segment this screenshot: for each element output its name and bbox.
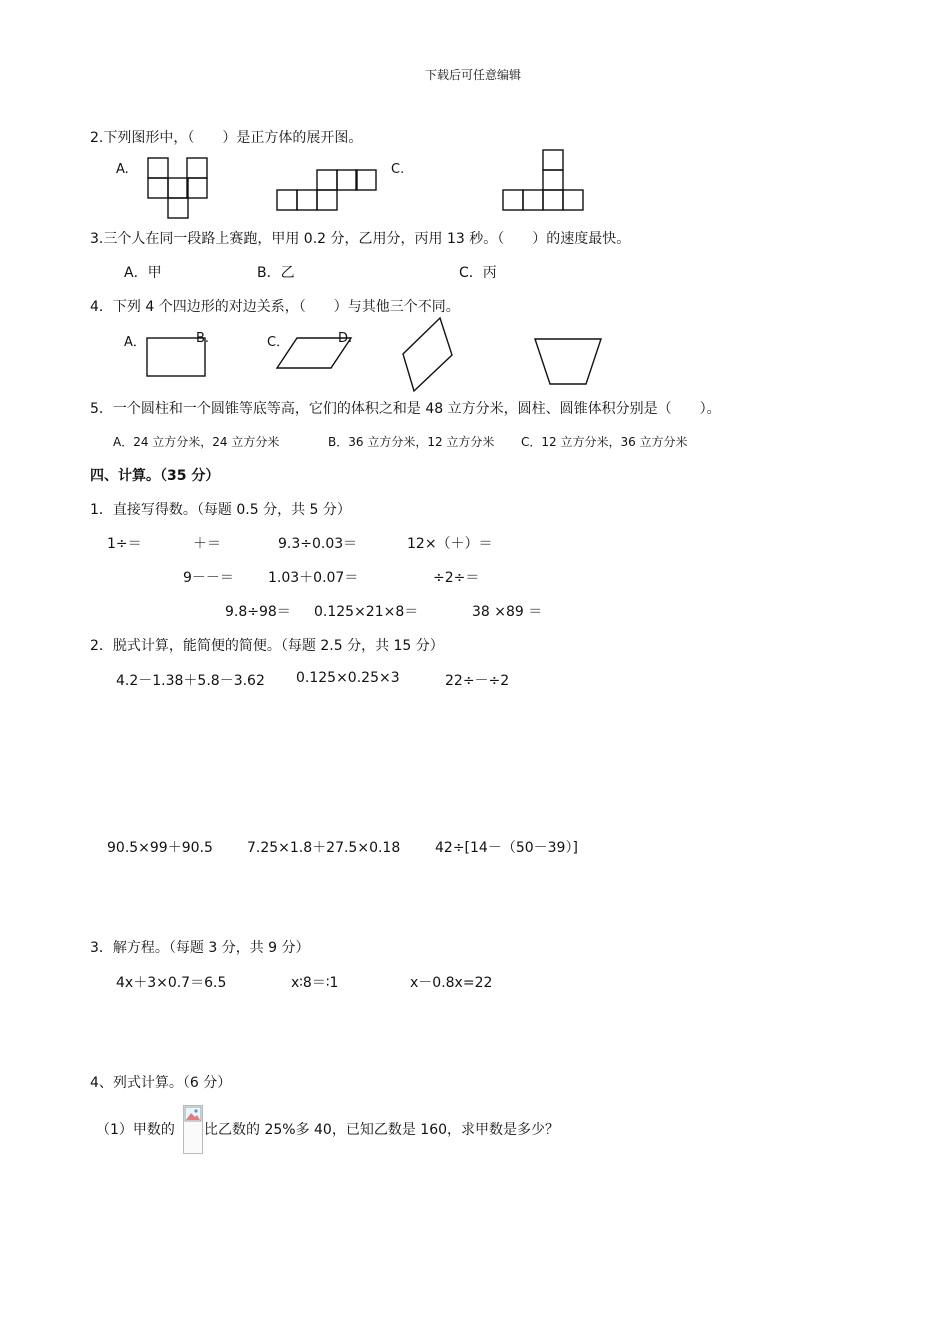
- mental-math-item: 12×（＋）＝: [407, 536, 493, 552]
- q5-option-b: B．36 立方分米，12 立方分米: [328, 435, 495, 449]
- q4-trapezoid-shape: [534, 338, 604, 386]
- q3-option-a: A．甲: [124, 265, 162, 281]
- q4-parallelogram-shape: [275, 337, 353, 371]
- question-3-text: 3.三个人在同一段路上赛跑，甲用 0.2 分，乙用分，丙用 13 秒。（ ）的速度最快。: [90, 231, 631, 247]
- q2-option-a-label: A.: [116, 162, 129, 177]
- step-calc-item: 7.25×1.8＋27.5×0.18: [247, 840, 401, 856]
- q4-rectangle-shape: [146, 337, 208, 379]
- q5-option-a: A．24 立方分米，24 立方分米: [113, 435, 280, 449]
- equation-item: x－0.8x=22: [410, 975, 493, 991]
- q4-option-b-label: B.: [196, 331, 210, 346]
- q5-option-c: C．12 立方分米，36 立方分米: [521, 435, 688, 449]
- equation-item: 4x＋3×0.7＝6.5: [116, 975, 227, 991]
- mental-math-item: ÷2÷＝: [433, 570, 480, 586]
- step-calc-item: 4.2－1.38＋5.8－3.62: [116, 673, 265, 689]
- image-placeholder-icon: [184, 1106, 202, 1124]
- part-4-title: 4、列式计算。（6 分）: [90, 1075, 232, 1091]
- question-4-text: 4．下列 4 个四边形的对边关系，（ ）与其他三个不同。: [90, 299, 460, 315]
- q3-option-b: B．乙: [257, 265, 295, 281]
- mental-math-item: 9－－＝: [183, 570, 234, 586]
- word-problem-prefix: （1）甲数的: [96, 1122, 175, 1138]
- q4-option-d-label: D.: [338, 331, 353, 346]
- step-calc-item: 0.125×0.25×3: [296, 670, 400, 686]
- step-calc-item: 90.5×99＋90.5: [107, 840, 213, 856]
- broken-image-icon: [183, 1105, 203, 1154]
- q4-option-a-label: A．: [124, 335, 146, 350]
- mental-math-item: 0.125×21×8＝: [314, 604, 419, 620]
- q3-option-c: C．丙: [459, 265, 497, 281]
- mental-math-item: ＋＝: [193, 536, 221, 552]
- mental-math-item: 38 ×89 ＝: [472, 604, 543, 620]
- q2-net-a: [147, 157, 209, 219]
- q2-net-c: [502, 149, 584, 213]
- part-1-title: 1．直接写得数。（每题 0.5 分，共 5 分）: [90, 502, 351, 518]
- q4-rhombus-shape: [402, 317, 454, 393]
- question-5-text: 5．一个圆柱和一个圆锥等底等高，它们的体积之和是 48 立方分米，圆柱、圆锥体积分别是（ ）。: [90, 401, 721, 417]
- step-calc-item: 22÷－÷2: [445, 673, 510, 689]
- mental-math-item: 9.3÷0.03＝: [278, 536, 358, 552]
- q2-net-b: [276, 169, 378, 213]
- q4-option-c-label: C．: [267, 335, 290, 350]
- section-4-title: 四、计算。（35 分）: [90, 468, 220, 484]
- equation-item: x∶8＝∶1: [291, 975, 339, 991]
- part-3-title: 3．解方程。（每题 3 分，共 9 分）: [90, 940, 310, 956]
- q2-option-c-label: C.: [391, 162, 405, 177]
- mental-math-item: 1÷＝: [107, 536, 142, 552]
- word-problem-text: 比乙数的 25%多 40，已知乙数是 160，求甲数是多少？: [204, 1122, 560, 1138]
- page-header: 下载后可任意编辑: [425, 68, 522, 82]
- mental-math-item: 9.8÷98＝: [225, 604, 291, 620]
- mental-math-item: 1.03＋0.07＝: [268, 570, 359, 586]
- part-2-title: 2．脱式计算，能简便的简便。（每题 2.5 分，共 15 分）: [90, 638, 444, 654]
- step-calc-item: 42÷[14－（50－39）]: [435, 840, 578, 856]
- question-2-text: 2.下列图形中，（ ）是正方体的展开图。: [90, 130, 363, 146]
